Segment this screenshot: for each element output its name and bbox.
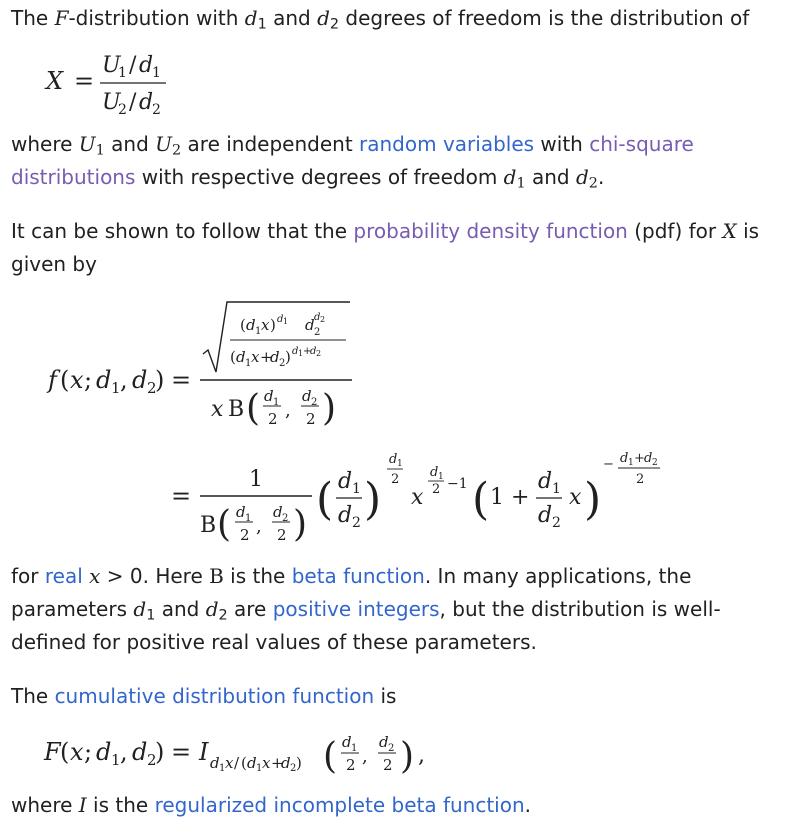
- math-token: 1: [152, 65, 161, 81]
- math-token: +: [303, 346, 312, 357]
- math-token: x: [569, 485, 582, 510]
- var-U: U: [155, 132, 173, 156]
- math-token: ): [322, 388, 337, 429]
- text: where: [11, 793, 79, 817]
- math-token: ;: [84, 738, 93, 766]
- pdf-second-line: [171, 451, 660, 545]
- text: defined for positive real values of these parameters.: [11, 630, 537, 654]
- math-token: 1: [245, 358, 252, 369]
- math-token: 2: [282, 513, 289, 524]
- math-token: d: [302, 387, 312, 405]
- math-token: d: [132, 738, 148, 766]
- math-token: 2: [147, 751, 157, 769]
- paragraph-definition: [11, 2, 749, 35]
- text: are independent: [181, 132, 360, 156]
- math-token: ): [584, 474, 602, 525]
- math-token: d: [310, 346, 317, 357]
- text: degrees of freedom is the distribution of: [339, 6, 750, 30]
- math-token: U: [102, 53, 121, 78]
- math-token: 2: [268, 410, 278, 428]
- text: given by: [11, 252, 97, 276]
- math-token: −1: [447, 476, 468, 492]
- math-token: ): [155, 738, 165, 766]
- math-token: (: [217, 504, 232, 545]
- math-token: =: [171, 482, 192, 510]
- math-token: 1: [283, 317, 289, 326]
- math-token: 2: [240, 526, 250, 544]
- link-chi-square[interactable]: chi-square: [589, 132, 694, 156]
- math-token: d: [96, 366, 112, 394]
- math-token: 1: [219, 763, 226, 774]
- var-U: U: [78, 132, 96, 156]
- subscript: 2: [329, 16, 340, 33]
- text: The: [11, 684, 55, 708]
- text: , but the distribution is well-: [439, 597, 721, 621]
- math-token: 1: [273, 397, 280, 408]
- subscript: 1: [146, 607, 156, 624]
- math-token: ): [364, 474, 382, 525]
- math-token: x: [262, 754, 271, 772]
- link-real[interactable]: real: [44, 564, 83, 588]
- var-d: d: [244, 6, 258, 30]
- math-token: 2: [118, 102, 127, 118]
- math-token: x: [70, 366, 84, 394]
- math-token: 1: [352, 481, 361, 497]
- text: > 0. Here: [100, 564, 210, 588]
- text: It can be shown to follow that the: [11, 219, 354, 243]
- math-token: x: [70, 738, 84, 766]
- math-token: 1: [490, 485, 504, 510]
- math-token: X: [46, 67, 64, 95]
- math-token: d: [338, 469, 353, 494]
- math-token: 2: [391, 472, 400, 487]
- link-cumulative-distribution-function[interactable]: cumulative distribution function: [54, 684, 375, 708]
- math-token: ;: [84, 366, 93, 394]
- math-token: 1: [552, 481, 561, 497]
- math-token: 2: [152, 102, 161, 118]
- math-token: d: [236, 503, 246, 521]
- math-token: (: [246, 388, 261, 429]
- math-token: (: [241, 754, 247, 772]
- link-regularized-incomplete-beta-function[interactable]: regularized incomplete beta function: [154, 793, 525, 817]
- var-F: F: [54, 6, 69, 30]
- math-token: 1: [351, 743, 358, 754]
- text: and: [266, 6, 318, 30]
- math-token: /: [129, 53, 137, 78]
- math-token: 1: [397, 459, 403, 469]
- math-token: 2: [316, 349, 322, 358]
- math-token: 2: [636, 472, 645, 487]
- link-random-variables[interactable]: random variables: [359, 132, 535, 156]
- paragraph-where-i: [11, 789, 531, 822]
- math-token: 2: [388, 743, 395, 754]
- math-token: 2: [432, 482, 441, 497]
- var-d: d: [503, 165, 517, 189]
- paragraph-pdf-intro: [11, 215, 759, 281]
- math-token: 2: [311, 397, 318, 408]
- math-token: x: [261, 316, 270, 334]
- math-token: d: [389, 452, 398, 467]
- math-token: ): [285, 348, 291, 366]
- math-token: x: [211, 397, 224, 422]
- math-token: d: [210, 754, 220, 772]
- math-token: d: [139, 90, 154, 115]
- math-token: B: [200, 513, 217, 538]
- math-token: x: [411, 485, 424, 510]
- var-I: I: [78, 793, 87, 817]
- text: .: [597, 165, 605, 189]
- math-token: d: [338, 503, 353, 528]
- math-token: d: [139, 53, 154, 78]
- subscript: 1: [95, 142, 105, 159]
- subscript: 1: [516, 175, 526, 192]
- math-token: F: [44, 738, 61, 766]
- text: is: [736, 219, 760, 243]
- math-token: +: [271, 754, 284, 772]
- subscript: 2: [172, 142, 182, 159]
- math-token: B: [228, 397, 245, 422]
- math-token: 1: [255, 326, 262, 337]
- math-token: 2: [346, 756, 356, 774]
- text: (pdf) for: [627, 219, 723, 243]
- text: . In many applications, the: [424, 564, 692, 588]
- math-token: 1: [111, 379, 121, 397]
- math-token: ): [155, 366, 165, 394]
- math-token: d: [277, 314, 284, 325]
- math-token: 2: [352, 515, 361, 531]
- text: .: [524, 793, 532, 817]
- equation-x-ratio: [44, 46, 184, 122]
- var-d: d: [575, 165, 589, 189]
- math-token: d: [644, 451, 653, 466]
- var-d: d: [317, 6, 330, 30]
- var-x: x: [89, 564, 101, 588]
- math-token: d: [247, 754, 257, 772]
- math-token: 2: [652, 458, 658, 468]
- math-token: 1: [628, 458, 634, 468]
- link-beta-function[interactable]: beta function: [291, 564, 425, 588]
- paragraph-where-u: [11, 128, 694, 194]
- math-token: d: [273, 503, 283, 521]
- math-token: U: [102, 90, 121, 115]
- link-chi-square-distributions[interactable]: distributions: [11, 165, 136, 189]
- text: is the: [86, 793, 155, 817]
- math-token: x: [251, 348, 260, 366]
- sqrt-expression: [203, 302, 350, 372]
- math-token: =: [74, 67, 95, 95]
- math-token: f: [48, 366, 57, 394]
- math-token: 2: [320, 315, 326, 324]
- math-token: d: [342, 733, 352, 751]
- math-token: d: [620, 451, 629, 466]
- math-token: (: [230, 348, 236, 366]
- math-token: (: [472, 474, 490, 525]
- math-token: 1: [245, 513, 252, 524]
- text: where: [11, 132, 79, 156]
- math-token: =: [171, 738, 192, 766]
- math-token: /: [234, 754, 240, 772]
- math-token: d: [96, 738, 112, 766]
- math-token: d: [246, 316, 256, 334]
- math-token: 2: [552, 515, 561, 531]
- math-token: ,: [285, 400, 291, 421]
- text: and: [104, 132, 156, 156]
- beta-denominator-1: [211, 387, 336, 429]
- math-token: +: [511, 485, 530, 510]
- math-token: d: [132, 366, 148, 394]
- math-token: +: [634, 451, 645, 466]
- math-token: ,: [120, 738, 128, 766]
- text: is the: [223, 564, 292, 588]
- paragraph-beta: [11, 560, 721, 659]
- math-token: d: [305, 316, 315, 334]
- math-token: (: [240, 316, 246, 334]
- math-token: d: [379, 733, 389, 751]
- math-token: ): [400, 736, 415, 777]
- math-token: 2: [306, 410, 316, 428]
- math-token: ,: [120, 366, 128, 394]
- text: -distribution with: [68, 6, 245, 30]
- pdf-lhs: [46, 366, 191, 397]
- math-token: d: [236, 348, 246, 366]
- text: with respective degrees of freedom: [135, 165, 504, 189]
- math-token: 2: [279, 358, 286, 369]
- math-token: 2: [277, 526, 287, 544]
- math-token: 1: [118, 65, 127, 81]
- math-token: (: [60, 366, 70, 394]
- math-token: 2: [314, 327, 321, 338]
- math-token: d: [281, 754, 291, 772]
- text: with: [534, 132, 590, 156]
- var-d: d: [205, 597, 219, 621]
- math-token: −: [603, 457, 614, 472]
- subscript: 2: [588, 175, 598, 192]
- math-token: (: [60, 738, 70, 766]
- math-token: (: [323, 736, 338, 777]
- text: is: [374, 684, 397, 708]
- math-token: x: [225, 754, 234, 772]
- math-token: =: [171, 366, 192, 394]
- math-token: ,: [256, 516, 262, 537]
- equation-pdf: [40, 292, 680, 554]
- var-d: d: [133, 597, 147, 621]
- math-token: d: [264, 387, 274, 405]
- math-token: d: [314, 312, 321, 323]
- math-token: d: [270, 348, 280, 366]
- math-token: /: [129, 90, 137, 115]
- math-token: 2: [383, 756, 393, 774]
- math-token: 2: [290, 763, 297, 774]
- text: The: [11, 6, 55, 30]
- math-token: 1: [111, 751, 121, 769]
- math-token: d: [292, 346, 299, 357]
- paragraph-cdf-intro: [11, 680, 396, 713]
- subscript: 1: [257, 16, 267, 33]
- text: parameters: [11, 597, 134, 621]
- equation-cdf: [40, 724, 460, 784]
- text: are: [227, 597, 273, 621]
- math-token: 2: [147, 379, 157, 397]
- math-token: 1: [249, 467, 263, 492]
- math-token: ): [293, 504, 308, 545]
- link-positive-integers[interactable]: positive integers: [272, 597, 440, 621]
- math-token: 1: [298, 349, 304, 358]
- math-token: +: [260, 348, 273, 366]
- math-token: ): [296, 754, 302, 772]
- math-token: 1: [256, 763, 263, 774]
- math-token: d: [538, 503, 553, 528]
- text: and: [525, 165, 576, 189]
- var-X: X: [722, 219, 737, 243]
- math-token: ,: [418, 743, 425, 768]
- subscript: 2: [218, 607, 228, 624]
- math-token: 1: [438, 472, 444, 482]
- math-token: d: [538, 469, 553, 494]
- math-token: ): [270, 316, 276, 334]
- math-token: I: [199, 738, 209, 766]
- math-token: d: [430, 465, 439, 480]
- math-token: (: [316, 474, 334, 525]
- text: for: [11, 564, 45, 588]
- math-token: ,: [362, 746, 368, 767]
- link-probability-density-function[interactable]: probability density function: [353, 219, 628, 243]
- text: and: [155, 597, 206, 621]
- beta-symbol: B: [209, 564, 224, 588]
